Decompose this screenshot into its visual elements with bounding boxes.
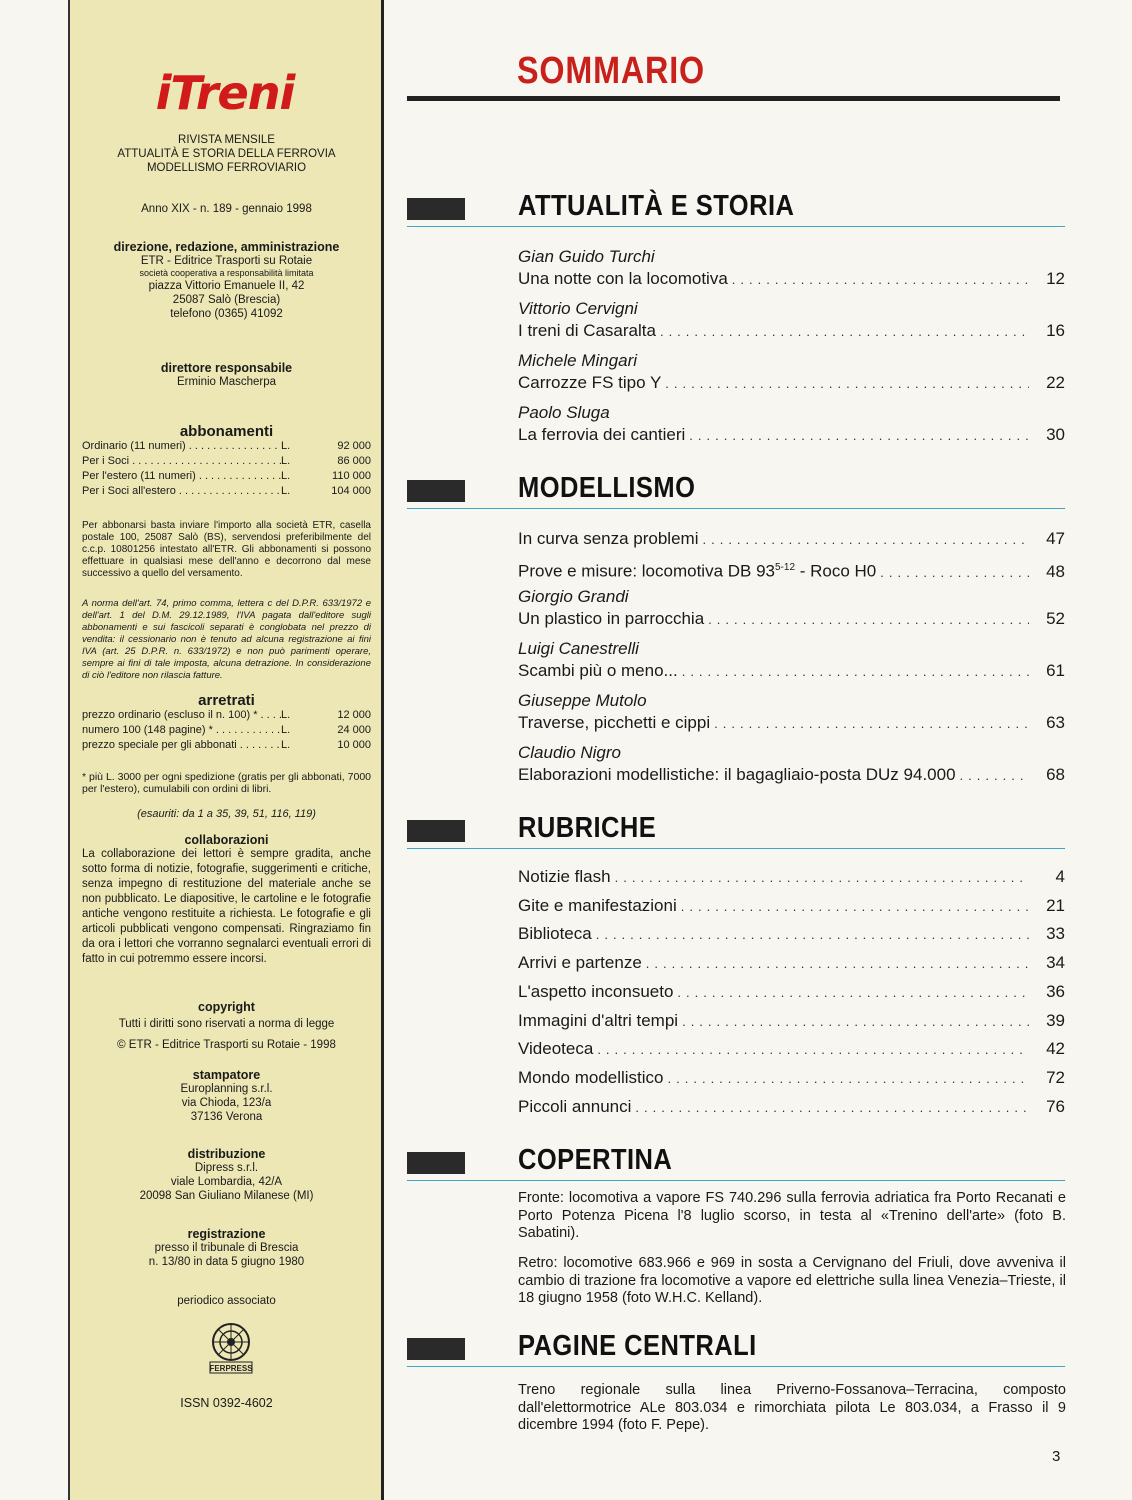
- periodico-associato: periodico associato: [177, 1295, 276, 1307]
- abbonamenti-row: Ordinario (11 numeri) . . . L. 92 000: [82, 439, 371, 454]
- leader-dots: [714, 713, 1029, 735]
- toc-title: Carrozze FS tipo Y: [518, 373, 662, 392]
- toc-entry[interactable]: [518, 402, 1065, 447]
- toc-author: Claudio Nigro: [518, 743, 621, 762]
- toc-page: 36: [1046, 981, 1065, 1001]
- distribuzione-block: distribuzione Dipress s.r.l. viale Lombardia, 42/A 20098 San Giuliano Milanese (MI): [139, 1147, 314, 1202]
- toc-entry[interactable]: [518, 1096, 1065, 1119]
- toc-entry[interactable]: [518, 690, 1065, 735]
- toc-page: 39: [1046, 1010, 1065, 1030]
- section-marker: [407, 198, 465, 220]
- leader-dots: [702, 529, 1029, 551]
- toc-title: Traverse, picchetti e cippi: [518, 713, 711, 732]
- toc-title: Biblioteca: [518, 924, 592, 944]
- toc-page: 63: [1046, 713, 1065, 732]
- abbonamenti-row: Per i Soci . . . L. 86 000: [82, 454, 371, 469]
- toc-title: L'aspetto inconsueto: [518, 981, 674, 1001]
- toc-title: Immagini d'altri tempi: [518, 1010, 679, 1030]
- leader-dots: [660, 321, 1029, 343]
- leader-dots: [668, 1068, 1029, 1090]
- ferpress-label: FERPRESS: [209, 1364, 253, 1373]
- abbonamenti-row: Per l'estero (11 numeri) . . . L. 110 000: [82, 469, 371, 484]
- toc-title: Elaborazioni modellistiche: il bagagliaio-posta DUz 94.000: [518, 765, 956, 784]
- toc-page: 21: [1046, 895, 1065, 915]
- toc-title: Notizie flash: [518, 867, 611, 886]
- section-rule: [407, 226, 1065, 227]
- toc-author: Luigi Canestrelli: [518, 639, 639, 658]
- toc-page: 16: [1046, 321, 1065, 340]
- section-rule: [407, 848, 1065, 849]
- collaborazioni-block: collaborazioni La collaborazione dei lettori è sempre gradita, anche sotto forma di notizie, fotografie, suggerimenti e critiche, senza impegno di restituzione del materiale anche se non pubblicato. Le diapositive, le cartoline e le fotografie antiche vengono restituite a richiesta. Le fotografie e gli articoli pubblicati vengono compensati. Ringraziamo fin da ora i lettori che vorranno segnalarci eventuali errori di fatto in cui potremmo essere incorsi.: [82, 833, 371, 965]
- section-marker: [407, 1152, 465, 1174]
- abbonamenti-row: Per i Soci all'estero . . . L. 104 000: [82, 484, 371, 499]
- section-copertina-header: COPERTINA: [407, 1142, 1067, 1182]
- toc-page: 30: [1046, 425, 1065, 444]
- stampatore-block: stampatore Europlanning s.r.l. via Chioda, 123/a 37136 Verona: [180, 1068, 273, 1123]
- toc-page: 68: [1046, 765, 1065, 784]
- toc-entry[interactable]: [518, 952, 1065, 975]
- section-modellismo-header: MODELLISMO: [407, 470, 1067, 510]
- direzione-block: direzione, redazione, amministrazione ETR - Editrice Trasporti su Rotaie società cooperativa a responsabilità limitata piazza Vittorio Emanuele II, 42 25087 Salò (Brescia) telefono (0365) 41092: [113, 240, 340, 320]
- leader-dots: [689, 425, 1029, 447]
- ferpress-seal-icon: [206, 1320, 256, 1376]
- section-marker: [407, 480, 465, 502]
- masthead-subtitle: RIVISTA MENSILE ATTUALITÀ E STORIA DELLA FERROVIA MODELLISMO FERROVIARIO: [117, 134, 336, 174]
- leader-dots: [960, 765, 1029, 787]
- copertina-fronte: Fronte: locomotiva a vapore FS 740.296 sulla ferrovia adriatica fra Porto Recanati e Porto Potenza Picena l'8 luglio scorso, in testa al «Trenino dell'arte» (foto B. Sabatini).: [518, 1190, 1066, 1241]
- toc-page: 76: [1046, 1096, 1065, 1116]
- issue-info: Anno XIX - n. 189 - gennaio 1998: [141, 203, 312, 215]
- copertina-retro: Retro: locomotive 683.966 e 969 in sosta a Cervignano del Friuli, dove avveniva il cambio di trazione fra locomotive a vapore ed elettriche sulla linea Venezia–Trieste, il 18 giugno 1958 (foto W.H.C. Kelland).: [518, 1255, 1066, 1306]
- toc-entry[interactable]: [518, 1010, 1065, 1033]
- toc-entry[interactable]: [518, 298, 1065, 343]
- colophon: [68, 0, 384, 1500]
- leader-dots: [596, 924, 1029, 946]
- toc-entry[interactable]: [518, 528, 1065, 551]
- title-rule: [407, 96, 1060, 101]
- section-centrali-header: PAGINE CENTRALI: [407, 1328, 1067, 1368]
- leader-dots: [615, 867, 1029, 889]
- section-rule: [407, 1366, 1065, 1367]
- leader-dots: [732, 269, 1029, 291]
- leader-dots: [646, 953, 1029, 975]
- direttore-block: direttore responsabile Erminio Mascherpa: [160, 361, 293, 388]
- toc-title: Arrivi e partenze: [518, 953, 642, 973]
- issn: ISSN 0392-4602: [180, 1396, 273, 1410]
- toc-entry[interactable]: [518, 742, 1065, 787]
- toc-entry[interactable]: [518, 557, 1065, 584]
- toc-page: 22: [1046, 373, 1065, 392]
- toc-title: In curva senza problemi: [518, 529, 699, 548]
- toc-entry[interactable]: [518, 866, 1065, 889]
- toc-entry[interactable]: [518, 923, 1065, 946]
- arretrati-row: prezzo speciale per gli abbonati . . . L. 10 000: [82, 738, 371, 753]
- leader-dots: [682, 1011, 1029, 1033]
- toc-page: 47: [1046, 529, 1065, 548]
- section-rule: [407, 1180, 1065, 1181]
- toc-title: I treni di Casaralta: [518, 321, 656, 340]
- section-marker: [407, 1338, 465, 1360]
- toc-author: Paolo Sluga: [518, 403, 610, 422]
- toc-author: Vittorio Cervigni: [518, 299, 638, 318]
- toc-title: Un plastico in parrocchia: [518, 609, 705, 628]
- toc-title: Una notte con la locomotiva: [518, 269, 728, 288]
- itreni-logo: iTreni: [155, 66, 295, 120]
- toc-author: Giuseppe Mutolo: [518, 691, 647, 710]
- toc-entry[interactable]: [518, 586, 1065, 631]
- section-rule: [407, 508, 1065, 509]
- centrali-text: Treno regionale sulla linea Priverno-Fossanova–Terracina, composto dall'elettormotrice ALe 803.034 e rimorchiata pilota Le 803.034, a Frasso il 9 dicembre 1994 (foto F. Pepe).: [518, 1382, 1066, 1433]
- toc-title: Scambi più o meno...: [518, 661, 678, 680]
- toc-title: Prove e misure: locomotiva DB 93$^{5-12}$ - Roco H0: [518, 561, 877, 581]
- leader-dots: [677, 982, 1029, 1004]
- toc-author: Giorgio Grandi: [518, 587, 629, 606]
- toc-entry[interactable]: [518, 246, 1065, 291]
- toc-page: 33: [1046, 924, 1065, 944]
- section-attualita-header: ATTUALITÀ E STORIA: [407, 188, 1067, 228]
- toc-entry[interactable]: [518, 1067, 1065, 1090]
- leader-dots: [880, 562, 1029, 584]
- sommario-title: SOMMARIO: [517, 50, 706, 92]
- leader-dots: [682, 661, 1029, 683]
- toc-author: Gian Guido Turchi: [518, 247, 655, 266]
- toc-entry[interactable]: [518, 1038, 1065, 1061]
- toc-title: Videoteca: [518, 1039, 594, 1059]
- leader-dots: [635, 1097, 1029, 1119]
- arretrati-note: * più L. 3000 per ogni spedizione (gratis per gli abbonati, 7000 per l'estero), cumulabili con ordini di libri.: [82, 771, 371, 795]
- leader-dots: [597, 1039, 1029, 1061]
- toc-title: La ferrovia dei cantieri: [518, 425, 686, 444]
- leader-dots: [665, 373, 1029, 395]
- toc-page: 48: [1046, 561, 1065, 581]
- abbonamenti-block: abbonamenti Ordinario (11 numeri) . . . L. 92 000 Per i Soci . . . L. 86 000 Per l'estero (11 numeri) . . . L. 110 000 Per i Soci all'estero . . . L. 104 000: [82, 425, 371, 499]
- toc-title: Piccoli annunci: [518, 1096, 632, 1116]
- registrazione-block: registrazione presso il tribunale di Brescia n. 13/80 in data 5 giugno 1980: [148, 1227, 305, 1268]
- toc-entry[interactable]: [518, 638, 1065, 683]
- arretrati-row: numero 100 (148 pagine) * . . . L. 24 000: [82, 723, 371, 738]
- toc-page: 12: [1046, 269, 1065, 288]
- toc-title: Mondo modellistico: [518, 1067, 664, 1087]
- toc-page: 72: [1046, 1067, 1065, 1087]
- toc-page: 42: [1046, 1039, 1065, 1059]
- page-number: 3: [1052, 1448, 1061, 1465]
- section-rubriche-header: RUBRICHE: [407, 810, 1067, 850]
- esauriti-note: (esauriti: da 1 a 35, 39, 51, 116, 119): [137, 808, 316, 820]
- arretrati-block: arretrati prezzo ordinario (escluso il n. 100) * . . . L. 12 000 numero 100 (148 pagine) * . . . L. 24 000 prezzo speciale per gli abbonati . . . L. 10 000: [82, 694, 371, 753]
- toc-page: 61: [1046, 661, 1065, 680]
- leader-dots: [708, 609, 1029, 631]
- leader-dots: [681, 896, 1029, 918]
- toc-entry[interactable]: [518, 350, 1065, 395]
- toc-entry[interactable]: [518, 981, 1065, 1004]
- section-marker: [407, 820, 465, 842]
- arretrati-row: prezzo ordinario (escluso il n. 100) * . . . L. 12 000: [82, 708, 371, 723]
- toc-title: Gite e manifestazioni: [518, 895, 677, 915]
- legal-note: A norma dell'art. 74, primo comma, lettera c del D.P.R. 633/1972 e dell'art. 1 del D.M. 29.12.1989, l'IVA pagata dall'editore sugli abbonamenti e sui fascicoli separati è conglobata nel prezzo di vendita: il cessionario non è tenuto ad alcuna registrazione ai fini IVA (art. 25 D.P.R. n. 633/1972) e non può parimenti operare, sempre ai fini di tale imposta, alcuna detrazione. In considerazione di ciò l'editore non rilascia fatture.: [82, 598, 371, 681]
- abbonamenti-note: Per abbonarsi basta inviare l'importo alla società ETR, casella postale 100, 25087 Salò (BS), servendosi preferibilmente del c.c.p. 10801256 intestato all'ETR. Gli abbonamenti si possono effettuare in qualsiasi mese dell'anno e decorrono dal mese successivo a quello del versamento.: [82, 520, 371, 579]
- toc-author: Michele Mingari: [518, 351, 638, 370]
- toc-page: 34: [1046, 953, 1065, 973]
- toc-page: 52: [1046, 609, 1065, 628]
- toc-entry[interactable]: [518, 895, 1065, 918]
- copyright-block: copyright Tutti i diritti sono riservati a norma di legge © ETR - Editrice Trasporti su Rotaie - 1998: [117, 1000, 336, 1051]
- toc-page: 4: [1055, 867, 1065, 886]
